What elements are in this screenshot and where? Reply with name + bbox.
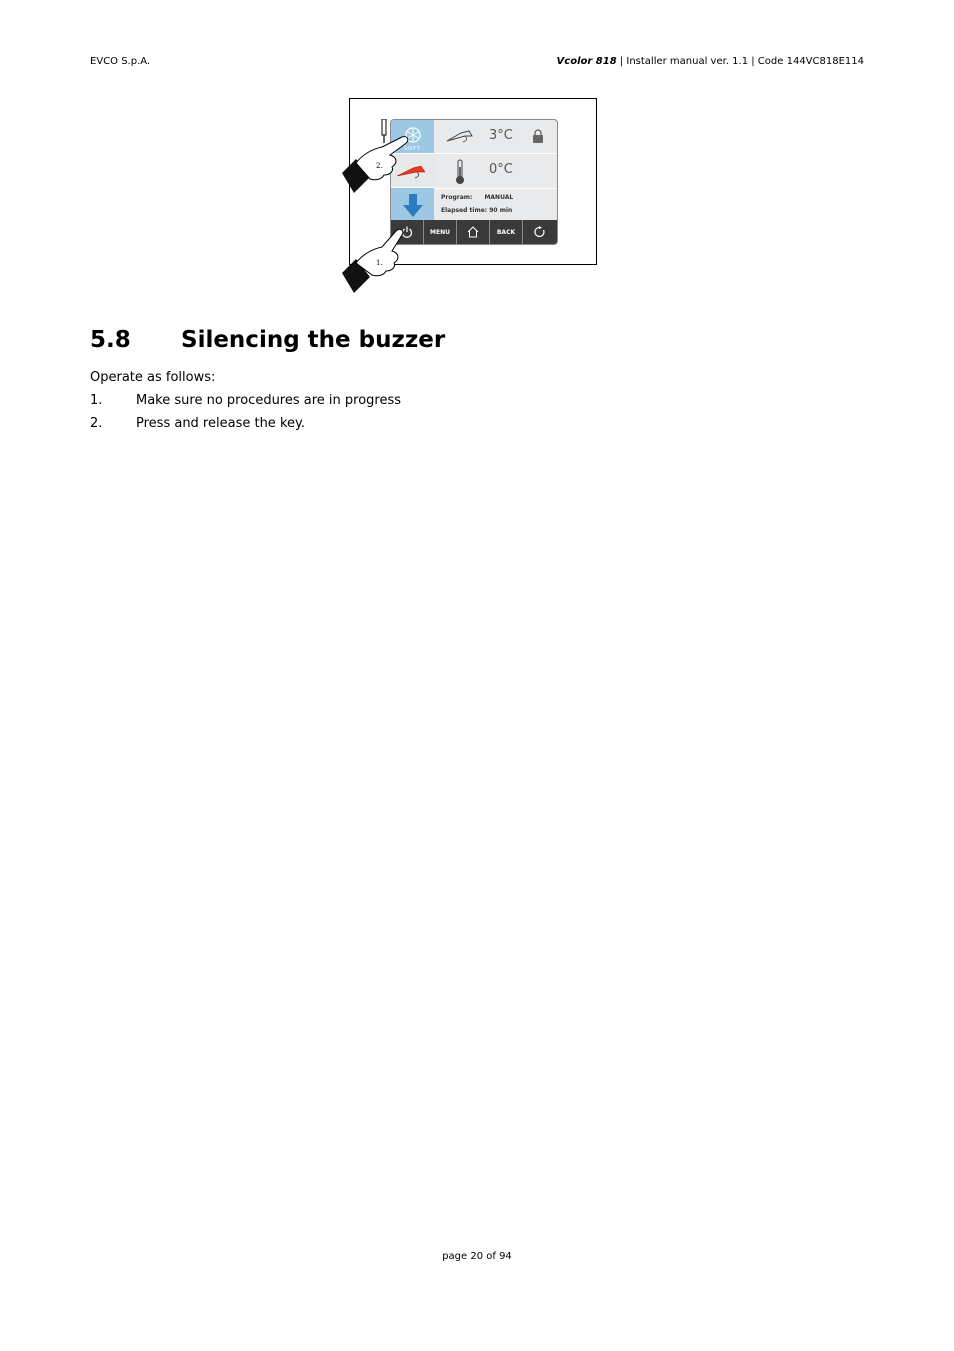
menu-button[interactable]: MENU — [424, 220, 457, 244]
intro-text: Operate as follows: — [90, 370, 216, 385]
lock-icon — [532, 129, 544, 143]
refresh-button[interactable] — [523, 220, 557, 244]
program-line — [441, 194, 513, 201]
thermometer-icon — [455, 159, 465, 185]
program-info — [435, 189, 557, 221]
section-heading — [90, 327, 445, 353]
page-number: page 20 of 94 — [442, 1251, 512, 1262]
step-item — [90, 393, 401, 408]
header-manual-code: | Installer manual ver. 1.1 | Code 144VC818E114 — [616, 56, 864, 67]
section-number: 5.8 — [90, 327, 131, 353]
back-button[interactable]: BACK — [490, 220, 523, 244]
probe-row — [435, 120, 557, 154]
chamber-row — [435, 154, 557, 189]
step-text: Press and release the key. — [136, 416, 305, 431]
pointing-hand-icon — [342, 221, 432, 297]
elapsed-time: Elapsed time: 90 min — [441, 207, 513, 214]
hand1-label: 1. — [376, 259, 383, 267]
home-icon — [467, 226, 479, 238]
hand2-label: 2. — [376, 162, 383, 170]
program-value: MANUAL — [484, 194, 514, 201]
section-title: Silencing the buzzer — [181, 327, 446, 353]
refresh-icon — [534, 226, 546, 238]
needle-probe-icon — [445, 128, 475, 144]
step-item — [90, 416, 305, 431]
status-panel — [435, 120, 557, 220]
header-document-info — [557, 56, 864, 67]
program-label: Program: — [441, 194, 473, 201]
chamber-temperature: 0°C — [489, 162, 513, 177]
pointing-hand-icon — [342, 127, 432, 201]
device-figure — [349, 98, 597, 265]
probe-temperature: 3°C — [489, 128, 513, 143]
soft-label: SOFT — [404, 146, 421, 152]
header-product: Vcolor 818 — [556, 56, 617, 67]
home-button[interactable] — [457, 220, 490, 244]
header-company: EVCO S.p.A. — [90, 56, 151, 67]
step-number: 2. — [90, 416, 103, 431]
step-text: Make sure no procedures are in progress — [136, 393, 402, 408]
step-number: 1. — [90, 393, 103, 408]
